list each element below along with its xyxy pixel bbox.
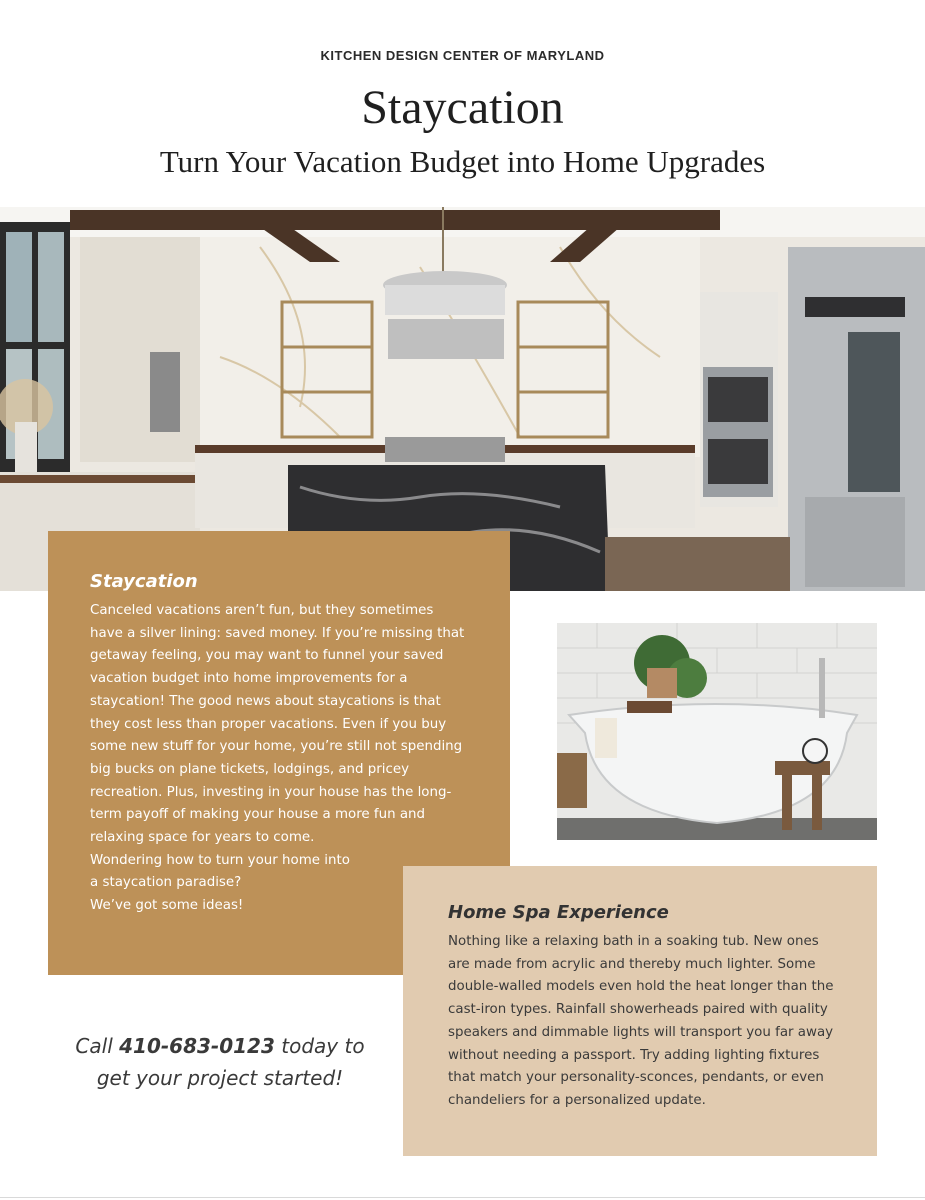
page-subtitle: Turn Your Vacation Budget into Home Upgrades: [159, 144, 766, 179]
phone-number[interactable]: 410-683-0123: [119, 1034, 275, 1058]
staycation-closing-2: a staycation paradise?: [90, 875, 242, 891]
cta-line-2: get your project started!: [96, 1066, 344, 1090]
cta-suffix: today to: [274, 1034, 365, 1058]
cta-prefix: Call: [75, 1034, 120, 1058]
staycation-closing-1: Wondering how to turn your home into: [90, 852, 350, 868]
staycation-closing-3: We’ve got some ideas!: [90, 898, 244, 914]
staycation-body: Canceled vacations aren’t fun, but they sometimes have a silver lining: saved money. If you’re missing that getaway feeling, you may want to funnel your saved vacation budget into home improvements for a staycation! The good news about staycations is that they cost less than proper vacations. Even if you buy some new stuff for your home, you’re still not spending big bucks on plane tickets, lodgings, and pricey recreation. Plus, investing in your house has the long- term payoff of making your house a more fun and relaxing space for years to come.: [90, 603, 465, 846]
call-to-action: [60, 1030, 380, 1094]
home-spa-body: Nothing like a relaxing bath in a soaking tub. New ones are made from acrylic and thereby much lighter. Some double-walled models even hold the heat longer than the cast-iron types. Rainfall showerheads paired with quality speakers and dimmable lights will transport you far away without needing a passport. Try adding lighting fixtures that match your personality-sconces, pendants, or even chandeliers for a personalized update.: [448, 934, 834, 1108]
company-name: KITCHEN DESIGN CENTER OF MARYLAND: [320, 48, 605, 63]
staycation-heading: Staycation: [90, 571, 198, 592]
bottom-divider: [0, 1197, 925, 1198]
home-spa-box: [403, 866, 877, 1156]
home-spa-heading: Home Spa Experience: [448, 902, 669, 923]
page-title: Staycation: [361, 81, 564, 134]
cta-line-1: [60, 1030, 380, 1062]
bathtub-photo: [557, 623, 877, 840]
